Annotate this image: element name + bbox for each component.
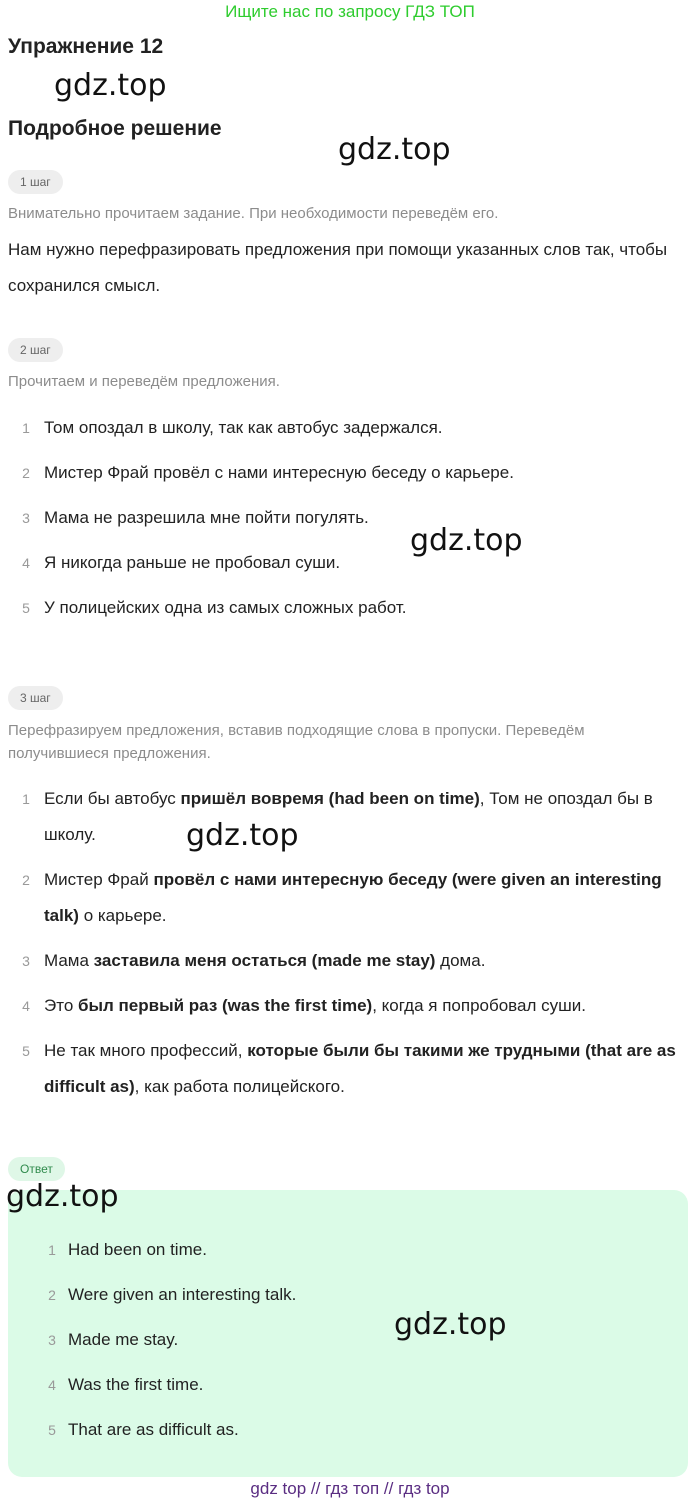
step-1-hint: Внимательно прочитаем задание. При необходимости переведём его.	[8, 205, 499, 222]
step-1-badge	[8, 170, 63, 194]
item-number: 1	[22, 420, 30, 436]
watermark: gdz.top	[394, 1307, 507, 1342]
item-highlight: провёл с нами интересную беседу (were given an interesting talk)	[44, 870, 662, 925]
item-number: 3	[22, 510, 30, 526]
item-text: Том опоздал в школу, так как автобус задержался.	[44, 418, 443, 437]
watermark: gdz.top	[6, 1179, 119, 1214]
item-highlight: пришёл вовремя (had been on time)	[180, 789, 480, 808]
item-number: 5	[22, 1043, 30, 1059]
step-2-badge	[8, 338, 63, 362]
watermark: gdz.top	[338, 132, 451, 167]
item-number: 2	[48, 1287, 56, 1303]
item-number: 5	[22, 600, 30, 616]
item-number: 4	[22, 555, 30, 571]
item-number: 4	[48, 1377, 56, 1393]
item-number: 5	[48, 1422, 56, 1438]
item-text: У полицейских одна из самых сложных работ.	[44, 598, 407, 617]
answer-text: Made me stay.	[68, 1330, 179, 1349]
item-number: 1	[22, 791, 30, 807]
answer-text: Were given an interesting talk.	[68, 1285, 297, 1304]
item-number: 3	[48, 1332, 56, 1348]
step-2-hint: Прочитаем и переведём предложения.	[8, 373, 280, 390]
item-number: 2	[22, 872, 30, 888]
step-3-hint: Перефразируем предложения, вставив подходящие слова в пропуски. Переведём получившиеся предложения.	[8, 722, 585, 762]
item-number: 4	[22, 998, 30, 1014]
item-text: Мама не разрешила мне пойти погулять.	[44, 508, 369, 527]
step-1-label: 1 шаг	[8, 170, 63, 194]
item-highlight: которые были бы такими же трудными (that are as difficult as)	[44, 1041, 676, 1096]
item-highlight: заставила меня остаться (made me stay)	[93, 951, 436, 970]
section-title: Подробное решение	[8, 117, 222, 140]
search-banner: Ищите нас по запросу ГДЗ ТОП	[225, 2, 475, 21]
answer-text: Was the first time.	[68, 1375, 204, 1394]
answer-label: Ответ	[8, 1157, 65, 1181]
step-1-text: Нам нужно перефразировать предложения при помощи указанных слов так, чтобы сохранился смысл.	[8, 240, 668, 295]
watermark: gdz.top	[54, 68, 167, 103]
answer-text: That are as difficult as.	[68, 1420, 239, 1439]
exercise-title: Упражнение 12	[8, 35, 164, 58]
watermark: gdz.top	[410, 523, 523, 558]
item-text: Я никогда раньше не пробовал суши.	[44, 553, 341, 572]
answer-badge	[8, 1157, 65, 1181]
step-3-label: 3 шаг	[8, 686, 63, 710]
item-highlight: был первый раз (was the first time)	[78, 996, 373, 1015]
watermark: gdz.top	[186, 818, 299, 853]
step-3-badge	[8, 686, 63, 710]
item-text: Это был первый раз (was the first time), когда я попробовал суши.	[44, 996, 586, 1015]
item-text: Мистер Фрай провёл с нами интересную беседу о карьере.	[44, 463, 514, 482]
answer-text: Had been on time.	[68, 1240, 207, 1259]
item-number: 1	[48, 1242, 56, 1258]
step-2-label: 2 шаг	[8, 338, 63, 362]
item-number: 2	[22, 465, 30, 481]
item-number: 3	[22, 953, 30, 969]
footer-links[interactable]: gdz top // гдз топ // гдз top	[250, 1479, 450, 1498]
item-text: Если бы автобус пришёл вовремя (had been on time), Том не опоздал бы в школу.	[44, 789, 653, 844]
item-text: Мама заставила меня остаться (made me stay) дома.	[44, 951, 486, 970]
item-text: Не так много профессий, которые были бы такими же трудными (that are as difficult as), как работа полицейского.	[44, 1041, 676, 1096]
item-text: Мистер Фрай провёл с нами интересную беседу (were given an interesting talk) о карьере.	[44, 870, 662, 925]
